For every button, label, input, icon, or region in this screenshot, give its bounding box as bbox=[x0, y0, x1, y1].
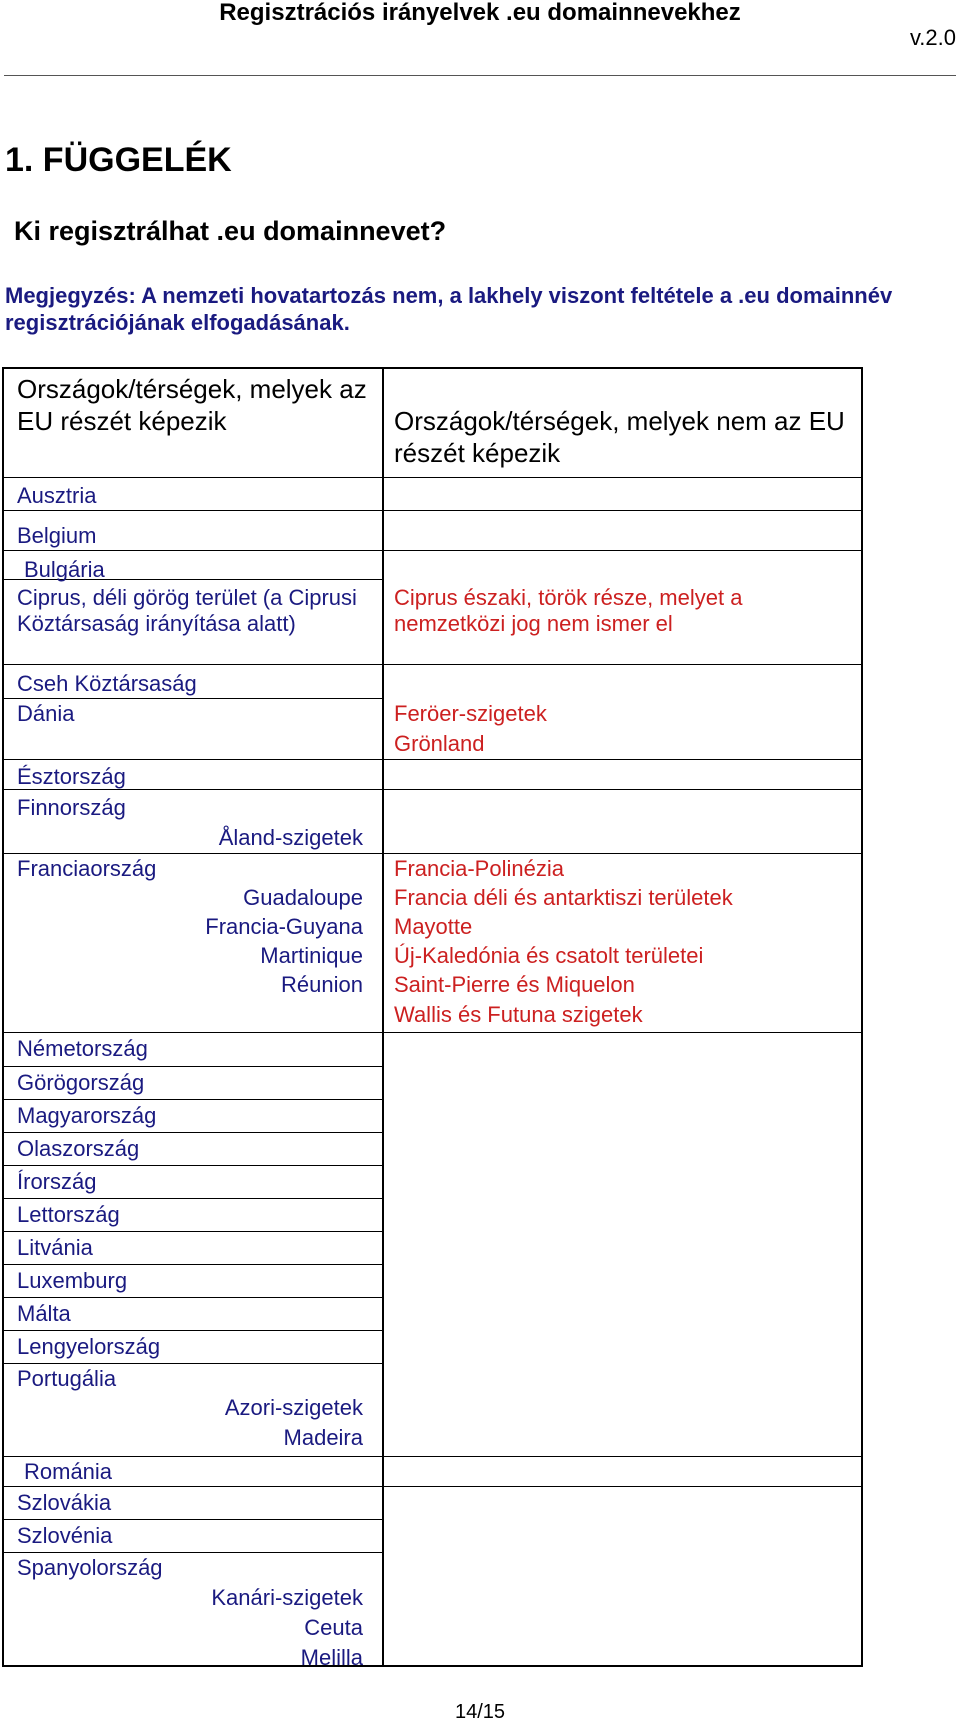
document-header-title: Regisztrációs irányelvek .eu domainnevekhez bbox=[219, 0, 741, 26]
eu-territory: Ceuta bbox=[304, 1615, 363, 1640]
eu-territory: Melilla bbox=[300, 1645, 363, 1670]
appendix-title: 1. FÜGGELÉK bbox=[5, 141, 232, 179]
page-number: 14/15 bbox=[454, 1701, 506, 1723]
eu-country: Portugália bbox=[17, 1366, 117, 1391]
eu-territory: Åland-szigetek bbox=[218, 825, 363, 850]
header-row-divider bbox=[4, 477, 861, 478]
eu-country: Franciaország bbox=[17, 856, 157, 881]
eu-territory: Martinique bbox=[260, 943, 363, 968]
eu-country: Cseh Köztársaság bbox=[17, 671, 197, 696]
non-eu-territory: Új-Kaledónia és csatolt területei bbox=[394, 943, 704, 968]
row-divider bbox=[4, 1165, 382, 1166]
eu-country: Lettország bbox=[17, 1202, 120, 1227]
row-divider bbox=[4, 759, 861, 760]
header-divider bbox=[4, 75, 956, 76]
countries-table bbox=[2, 367, 863, 1670]
note-paragraph: Megjegyzés: A nemzeti hovatartozás nem, a lakhely viszont feltétele a .eu domainnév regisztrációjának elfogadásának. bbox=[5, 283, 893, 335]
eu-territory: Francia-Guyana bbox=[205, 914, 363, 939]
eu-country: Lengyelország bbox=[17, 1334, 161, 1359]
eu-territory: Azori-szigetek bbox=[224, 1395, 363, 1420]
eu-country: Görögország bbox=[17, 1070, 145, 1095]
eu-country: Dánia bbox=[17, 701, 75, 726]
non-eu-territory: Saint-Pierre és Miquelon bbox=[394, 972, 635, 997]
eu-country: Luxemburg bbox=[17, 1268, 128, 1293]
section-question: Ki regisztrálhat .eu domainnevet? bbox=[14, 216, 447, 246]
document-version: v.2.0 bbox=[909, 25, 956, 50]
column-divider bbox=[382, 369, 384, 1665]
row-divider bbox=[4, 1231, 382, 1232]
eu-country: Bulgária bbox=[24, 557, 105, 582]
row-divider bbox=[4, 853, 861, 854]
non-eu-territory: Grönland bbox=[394, 731, 485, 756]
row-divider bbox=[4, 664, 861, 665]
eu-country: Németország bbox=[17, 1036, 148, 1061]
eu-country: Finnország bbox=[17, 795, 126, 820]
row-divider bbox=[4, 1486, 861, 1487]
non-eu-territory: Wallis és Futuna szigetek bbox=[394, 1002, 643, 1027]
eu-country: Ciprus, déli görög terület (a Ciprusi Köztársaság irányítása alatt) bbox=[17, 585, 357, 636]
eu-country: Málta bbox=[17, 1301, 71, 1326]
row-divider bbox=[4, 1456, 861, 1457]
row-divider bbox=[4, 550, 861, 551]
eu-territory: Guadaloupe bbox=[243, 885, 363, 910]
eu-country: Ausztria bbox=[17, 483, 97, 508]
row-divider bbox=[4, 1198, 382, 1199]
eu-country: Litvánia bbox=[17, 1235, 93, 1260]
row-divider bbox=[4, 1330, 382, 1331]
eu-country: Szlovákia bbox=[17, 1490, 112, 1515]
eu-country: Magyarország bbox=[17, 1103, 157, 1128]
eu-country: Spanyolország bbox=[17, 1555, 163, 1580]
row-divider bbox=[4, 1132, 382, 1133]
row-divider bbox=[4, 1032, 861, 1033]
non-eu-territory: Mayotte bbox=[394, 914, 473, 939]
row-divider bbox=[4, 698, 382, 699]
eu-territory: Madeira bbox=[283, 1425, 363, 1450]
row-divider bbox=[4, 1297, 382, 1298]
row-divider bbox=[4, 1519, 382, 1520]
row-divider bbox=[4, 1099, 382, 1100]
row-divider bbox=[4, 1264, 382, 1265]
eu-territory: Kanári-szigetek bbox=[211, 1585, 363, 1610]
eu-country: Szlovénia bbox=[17, 1523, 113, 1548]
row-divider bbox=[4, 789, 861, 790]
row-divider bbox=[4, 1552, 382, 1553]
eu-column-header: Országok/térségek, melyek az EU részét képezik bbox=[17, 374, 367, 436]
eu-country: Észtország bbox=[17, 764, 126, 789]
eu-country: Olaszország bbox=[17, 1136, 140, 1161]
eu-country: Belgium bbox=[17, 523, 97, 548]
non-eu-territory: Feröer-szigetek bbox=[394, 701, 547, 726]
eu-country: Románia bbox=[24, 1459, 113, 1484]
eu-country: Írország bbox=[17, 1169, 97, 1194]
non-eu-territory: Francia déli és antarktiszi területek bbox=[394, 885, 733, 910]
non-eu-territory: Francia-Polinézia bbox=[394, 856, 564, 881]
row-divider bbox=[4, 1066, 382, 1067]
eu-territory: Réunion bbox=[281, 972, 363, 997]
row-divider bbox=[4, 1363, 382, 1364]
row-divider bbox=[4, 510, 861, 511]
non-eu-column-header: Országok/térségek, melyek nem az EU részét képezik bbox=[394, 406, 845, 468]
non-eu-territory: Ciprus északi, török része, melyet a nemzetközi jog nem ismer el bbox=[394, 585, 743, 636]
